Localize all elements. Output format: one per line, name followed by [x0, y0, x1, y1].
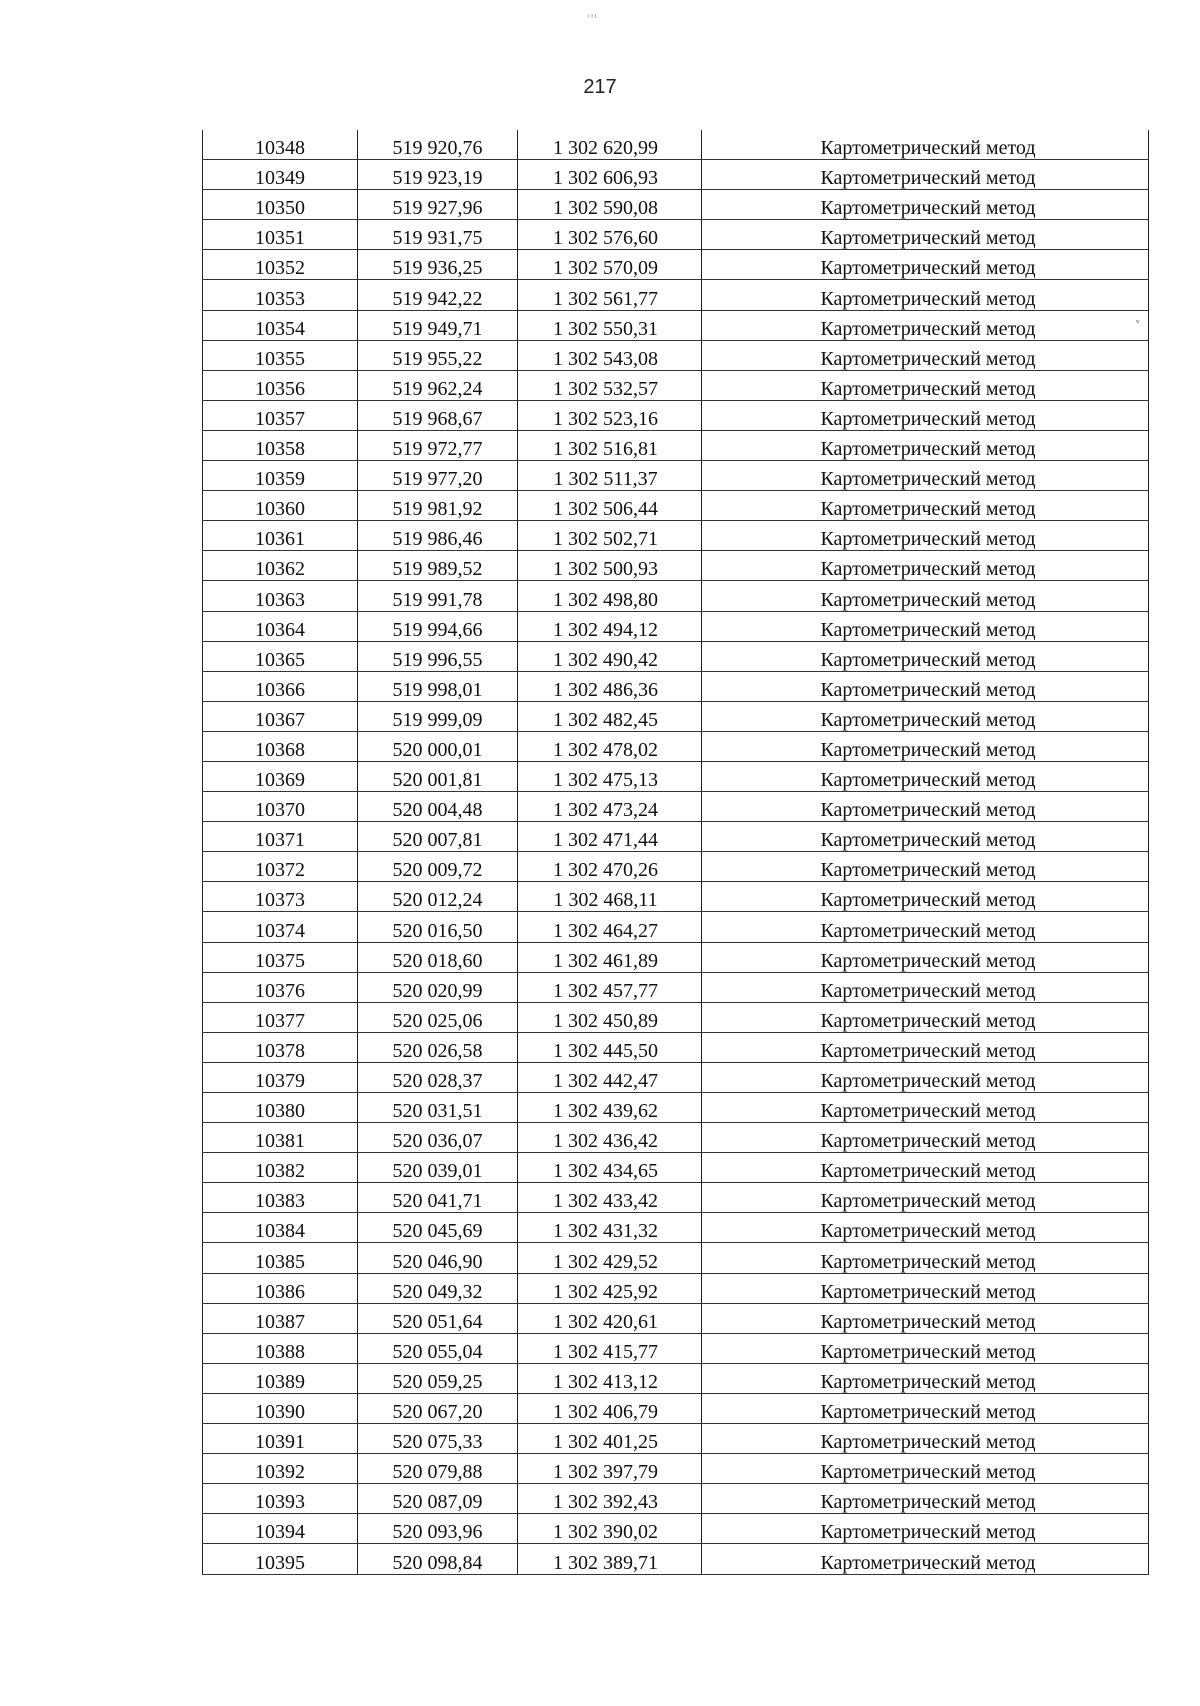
point-number-cell: 10368	[203, 731, 358, 761]
point-number-cell: 10393	[203, 1484, 358, 1514]
y-coordinate-cell: 1 302 433,42	[518, 1183, 702, 1213]
method-cell: Картометрический метод	[702, 1273, 1149, 1303]
y-coordinate-cell: 1 302 500,93	[518, 551, 702, 581]
x-coordinate-cell: 520 093,96	[358, 1514, 518, 1544]
x-coordinate-cell: 519 998,01	[358, 671, 518, 701]
table-row	[203, 852, 1149, 882]
point-number-cell: 10348	[203, 130, 358, 160]
x-coordinate-cell: 520 041,71	[358, 1183, 518, 1213]
point-number-cell: 10386	[203, 1273, 358, 1303]
table-row	[203, 1333, 1149, 1363]
x-coordinate-cell: 520 028,37	[358, 1062, 518, 1092]
x-coordinate-cell: 519 955,22	[358, 340, 518, 370]
table-row	[203, 400, 1149, 430]
method-cell: Картометрический метод	[702, 972, 1149, 1002]
point-number-cell: 10381	[203, 1123, 358, 1153]
y-coordinate-cell: 1 302 434,65	[518, 1153, 702, 1183]
x-coordinate-cell: 519 989,52	[358, 551, 518, 581]
x-coordinate-cell: 519 962,24	[358, 370, 518, 400]
point-number-cell: 10382	[203, 1153, 358, 1183]
x-coordinate-cell: 519 996,55	[358, 641, 518, 671]
method-cell: Картометрический метод	[702, 521, 1149, 551]
x-coordinate-cell: 520 026,58	[358, 1032, 518, 1062]
y-coordinate-cell: 1 302 439,62	[518, 1093, 702, 1123]
point-number-cell: 10375	[203, 942, 358, 972]
y-coordinate-cell: 1 302 401,25	[518, 1424, 702, 1454]
method-cell: Картометрический метод	[702, 1213, 1149, 1243]
point-number-cell: 10370	[203, 792, 358, 822]
table-row	[203, 1183, 1149, 1213]
point-number-cell: 10364	[203, 611, 358, 641]
point-number-cell: 10355	[203, 340, 358, 370]
point-number-cell: 10352	[203, 250, 358, 280]
x-coordinate-cell: 519 972,77	[358, 430, 518, 460]
method-cell: Картометрический метод	[702, 220, 1149, 250]
point-number-cell: 10356	[203, 370, 358, 400]
y-coordinate-cell: 1 302 561,77	[518, 280, 702, 310]
y-coordinate-cell: 1 302 436,42	[518, 1123, 702, 1153]
y-coordinate-cell: 1 302 415,77	[518, 1333, 702, 1363]
method-cell: Картометрический метод	[702, 1032, 1149, 1062]
point-number-cell: 10372	[203, 852, 358, 882]
method-cell: Картометрический метод	[702, 1484, 1149, 1514]
table-row	[203, 1363, 1149, 1393]
y-coordinate-cell: 1 302 461,89	[518, 942, 702, 972]
x-coordinate-cell: 519 923,19	[358, 160, 518, 190]
y-coordinate-cell: 1 302 397,79	[518, 1454, 702, 1484]
table-row	[203, 130, 1149, 160]
x-coordinate-cell: 519 994,66	[358, 611, 518, 641]
table-row	[203, 761, 1149, 791]
table-row	[203, 882, 1149, 912]
method-cell: Картометрический метод	[702, 822, 1149, 852]
point-number-cell: 10361	[203, 521, 358, 551]
table-row	[203, 521, 1149, 551]
table-row	[203, 1454, 1149, 1484]
x-coordinate-cell: 520 000,01	[358, 731, 518, 761]
method-cell: Картометрический метод	[702, 1363, 1149, 1393]
y-coordinate-cell: 1 302 468,11	[518, 882, 702, 912]
method-cell: Картометрический метод	[702, 671, 1149, 701]
method-cell: Картометрический метод	[702, 370, 1149, 400]
method-cell: Картометрический метод	[702, 792, 1149, 822]
x-coordinate-cell: 520 016,50	[358, 912, 518, 942]
table-row	[203, 190, 1149, 220]
point-number-cell: 10379	[203, 1062, 358, 1092]
y-coordinate-cell: 1 302 406,79	[518, 1393, 702, 1423]
scan-mark: ᵗ¹ᴸ	[588, 12, 599, 22]
table-row	[203, 1032, 1149, 1062]
point-number-cell: 10350	[203, 190, 358, 220]
method-cell: Картометрический метод	[702, 1333, 1149, 1363]
point-number-cell: 10369	[203, 761, 358, 791]
method-cell: Картометрический метод	[702, 1093, 1149, 1123]
table-row	[203, 491, 1149, 521]
method-cell: Картометрический метод	[702, 942, 1149, 972]
method-cell: Картометрический метод	[702, 912, 1149, 942]
y-coordinate-cell: 1 302 389,71	[518, 1544, 702, 1574]
point-number-cell: 10357	[203, 400, 358, 430]
table-row	[203, 461, 1149, 491]
y-coordinate-cell: 1 302 473,24	[518, 792, 702, 822]
table-row	[203, 1213, 1149, 1243]
x-coordinate-cell: 520 049,32	[358, 1273, 518, 1303]
table-row	[203, 1093, 1149, 1123]
y-coordinate-cell: 1 302 498,80	[518, 581, 702, 611]
x-coordinate-cell: 520 031,51	[358, 1093, 518, 1123]
point-number-cell: 10388	[203, 1333, 358, 1363]
method-cell: Картометрический метод	[702, 1544, 1149, 1574]
table-row	[203, 1062, 1149, 1092]
table-row	[203, 1273, 1149, 1303]
method-cell: Картометрический метод	[702, 641, 1149, 671]
x-coordinate-cell: 520 045,69	[358, 1213, 518, 1243]
method-cell: Картометрический метод	[702, 491, 1149, 521]
method-cell: Картометрический метод	[702, 160, 1149, 190]
point-number-cell: 10354	[203, 310, 358, 340]
point-number-cell: 10390	[203, 1393, 358, 1423]
x-coordinate-cell: 520 075,33	[358, 1424, 518, 1454]
point-number-cell: 10362	[203, 551, 358, 581]
y-coordinate-cell: 1 302 471,44	[518, 822, 702, 852]
x-coordinate-cell: 519 949,71	[358, 310, 518, 340]
y-coordinate-cell: 1 302 429,52	[518, 1243, 702, 1273]
x-coordinate-cell: 520 055,04	[358, 1333, 518, 1363]
x-coordinate-cell: 519 999,09	[358, 701, 518, 731]
method-cell: Картометрический метод	[702, 400, 1149, 430]
y-coordinate-cell: 1 302 457,77	[518, 972, 702, 1002]
method-cell: Картометрический метод	[702, 1424, 1149, 1454]
point-number-cell: 10363	[203, 581, 358, 611]
x-coordinate-cell: 520 079,88	[358, 1454, 518, 1484]
method-cell: Картометрический метод	[702, 1062, 1149, 1092]
method-cell: Картометрический метод	[702, 731, 1149, 761]
point-number-cell: 10373	[203, 882, 358, 912]
table-row	[203, 1153, 1149, 1183]
point-number-cell: 10351	[203, 220, 358, 250]
x-coordinate-cell: 519 936,25	[358, 250, 518, 280]
table-row	[203, 912, 1149, 942]
table-row	[203, 942, 1149, 972]
table-row	[203, 731, 1149, 761]
y-coordinate-cell: 1 302 420,61	[518, 1303, 702, 1333]
method-cell: Картометрический метод	[702, 852, 1149, 882]
table-row	[203, 701, 1149, 731]
x-coordinate-cell: 519 920,76	[358, 130, 518, 160]
y-coordinate-cell: 1 302 523,16	[518, 400, 702, 430]
point-number-cell: 10374	[203, 912, 358, 942]
point-number-cell: 10391	[203, 1424, 358, 1454]
method-cell: Картометрический метод	[702, 1123, 1149, 1153]
y-coordinate-cell: 1 302 620,99	[518, 130, 702, 160]
method-cell: Картометрический метод	[702, 551, 1149, 581]
y-coordinate-cell: 1 302 543,08	[518, 340, 702, 370]
table-row	[203, 1393, 1149, 1423]
method-cell: Картометрический метод	[702, 1153, 1149, 1183]
x-coordinate-cell: 520 059,25	[358, 1363, 518, 1393]
method-cell: Картометрический метод	[702, 340, 1149, 370]
table-row	[203, 822, 1149, 852]
x-coordinate-cell: 519 986,46	[358, 521, 518, 551]
point-number-cell: 10384	[203, 1213, 358, 1243]
point-number-cell: 10359	[203, 461, 358, 491]
table-row	[203, 1243, 1149, 1273]
point-number-cell: 10358	[203, 430, 358, 460]
table-row	[203, 1514, 1149, 1544]
y-coordinate-cell: 1 302 490,42	[518, 641, 702, 671]
method-cell: Картометрический метод	[702, 190, 1149, 220]
y-coordinate-cell: 1 302 506,44	[518, 491, 702, 521]
x-coordinate-cell: 520 018,60	[358, 942, 518, 972]
x-coordinate-cell: 520 007,81	[358, 822, 518, 852]
coordinates-table-body	[203, 130, 1149, 1574]
x-coordinate-cell: 519 931,75	[358, 220, 518, 250]
table-row	[203, 551, 1149, 581]
y-coordinate-cell: 1 302 413,12	[518, 1363, 702, 1393]
point-number-cell: 10366	[203, 671, 358, 701]
x-coordinate-cell: 519 927,96	[358, 190, 518, 220]
method-cell: Картометрический метод	[702, 1393, 1149, 1423]
y-coordinate-cell: 1 302 470,26	[518, 852, 702, 882]
point-number-cell: 10376	[203, 972, 358, 1002]
stray-mark: ᵛ	[1136, 316, 1140, 330]
table-row	[203, 160, 1149, 190]
y-coordinate-cell: 1 302 590,08	[518, 190, 702, 220]
x-coordinate-cell: 520 087,09	[358, 1484, 518, 1514]
table-row	[203, 581, 1149, 611]
table-row	[203, 1424, 1149, 1454]
point-number-cell: 10377	[203, 1002, 358, 1032]
method-cell: Картометрический метод	[702, 280, 1149, 310]
y-coordinate-cell: 1 302 486,36	[518, 671, 702, 701]
y-coordinate-cell: 1 302 511,37	[518, 461, 702, 491]
point-number-cell: 10383	[203, 1183, 358, 1213]
x-coordinate-cell: 520 001,81	[358, 761, 518, 791]
y-coordinate-cell: 1 302 425,92	[518, 1273, 702, 1303]
method-cell: Картометрический метод	[702, 430, 1149, 460]
x-coordinate-cell: 519 977,20	[358, 461, 518, 491]
y-coordinate-cell: 1 302 516,81	[518, 430, 702, 460]
coordinates-table	[202, 130, 1149, 1575]
method-cell: Картометрический метод	[702, 1002, 1149, 1032]
x-coordinate-cell: 519 981,92	[358, 491, 518, 521]
method-cell: Картометрический метод	[702, 1514, 1149, 1544]
y-coordinate-cell: 1 302 550,31	[518, 310, 702, 340]
y-coordinate-cell: 1 302 482,45	[518, 701, 702, 731]
table-row	[203, 220, 1149, 250]
table-row	[203, 611, 1149, 641]
method-cell: Картометрический метод	[702, 611, 1149, 641]
y-coordinate-cell: 1 302 494,12	[518, 611, 702, 641]
y-coordinate-cell: 1 302 431,32	[518, 1213, 702, 1243]
x-coordinate-cell: 520 036,07	[358, 1123, 518, 1153]
x-coordinate-cell: 520 004,48	[358, 792, 518, 822]
table-row	[203, 792, 1149, 822]
table-row	[203, 280, 1149, 310]
method-cell: Картометрический метод	[702, 310, 1149, 340]
method-cell: Картометрический метод	[702, 882, 1149, 912]
point-number-cell: 10349	[203, 160, 358, 190]
y-coordinate-cell: 1 302 445,50	[518, 1032, 702, 1062]
x-coordinate-cell: 520 098,84	[358, 1544, 518, 1574]
x-coordinate-cell: 520 039,01	[358, 1153, 518, 1183]
method-cell: Картометрический метод	[702, 701, 1149, 731]
table-row	[203, 340, 1149, 370]
y-coordinate-cell: 1 302 390,02	[518, 1514, 702, 1544]
point-number-cell: 10392	[203, 1454, 358, 1484]
y-coordinate-cell: 1 302 475,13	[518, 761, 702, 791]
x-coordinate-cell: 520 012,24	[358, 882, 518, 912]
method-cell: Картометрический метод	[702, 250, 1149, 280]
table-row	[203, 370, 1149, 400]
method-cell: Картометрический метод	[702, 1183, 1149, 1213]
x-coordinate-cell: 520 025,06	[358, 1002, 518, 1032]
method-cell: Картометрический метод	[702, 581, 1149, 611]
point-number-cell: 10387	[203, 1303, 358, 1333]
x-coordinate-cell: 520 067,20	[358, 1393, 518, 1423]
point-number-cell: 10371	[203, 822, 358, 852]
x-coordinate-cell: 519 991,78	[358, 581, 518, 611]
table-row	[203, 1484, 1149, 1514]
y-coordinate-cell: 1 302 464,27	[518, 912, 702, 942]
method-cell: Картометрический метод	[702, 1454, 1149, 1484]
x-coordinate-cell: 520 051,64	[358, 1303, 518, 1333]
point-number-cell: 10395	[203, 1544, 358, 1574]
point-number-cell: 10385	[203, 1243, 358, 1273]
point-number-cell: 10380	[203, 1093, 358, 1123]
method-cell: Картометрический метод	[702, 1303, 1149, 1333]
table-row	[203, 1303, 1149, 1333]
x-coordinate-cell: 520 009,72	[358, 852, 518, 882]
y-coordinate-cell: 1 302 392,43	[518, 1484, 702, 1514]
y-coordinate-cell: 1 302 570,09	[518, 250, 702, 280]
table-row	[203, 250, 1149, 280]
y-coordinate-cell: 1 302 478,02	[518, 731, 702, 761]
method-cell: Картометрический метод	[702, 1243, 1149, 1273]
x-coordinate-cell: 520 046,90	[358, 1243, 518, 1273]
point-number-cell: 10365	[203, 641, 358, 671]
x-coordinate-cell: 520 020,99	[358, 972, 518, 1002]
point-number-cell: 10367	[203, 701, 358, 731]
y-coordinate-cell: 1 302 606,93	[518, 160, 702, 190]
table-row	[203, 671, 1149, 701]
table-row	[203, 1544, 1149, 1574]
x-coordinate-cell: 519 968,67	[358, 400, 518, 430]
point-number-cell: 10353	[203, 280, 358, 310]
method-cell: Картометрический метод	[702, 761, 1149, 791]
table-row	[203, 1123, 1149, 1153]
point-number-cell: 10378	[203, 1032, 358, 1062]
point-number-cell: 10394	[203, 1514, 358, 1544]
table-row	[203, 641, 1149, 671]
y-coordinate-cell: 1 302 502,71	[518, 521, 702, 551]
y-coordinate-cell: 1 302 576,60	[518, 220, 702, 250]
point-number-cell: 10389	[203, 1363, 358, 1393]
x-coordinate-cell: 519 942,22	[358, 280, 518, 310]
method-cell: Картометрический метод	[702, 461, 1149, 491]
y-coordinate-cell: 1 302 532,57	[518, 370, 702, 400]
table-row	[203, 972, 1149, 1002]
method-cell: Картометрический метод	[702, 130, 1149, 160]
table-row	[203, 1002, 1149, 1032]
y-coordinate-cell: 1 302 442,47	[518, 1062, 702, 1092]
y-coordinate-cell: 1 302 450,89	[518, 1002, 702, 1032]
table-row	[203, 430, 1149, 460]
point-number-cell: 10360	[203, 491, 358, 521]
page-number: 217	[583, 76, 617, 98]
table-row	[203, 310, 1149, 340]
